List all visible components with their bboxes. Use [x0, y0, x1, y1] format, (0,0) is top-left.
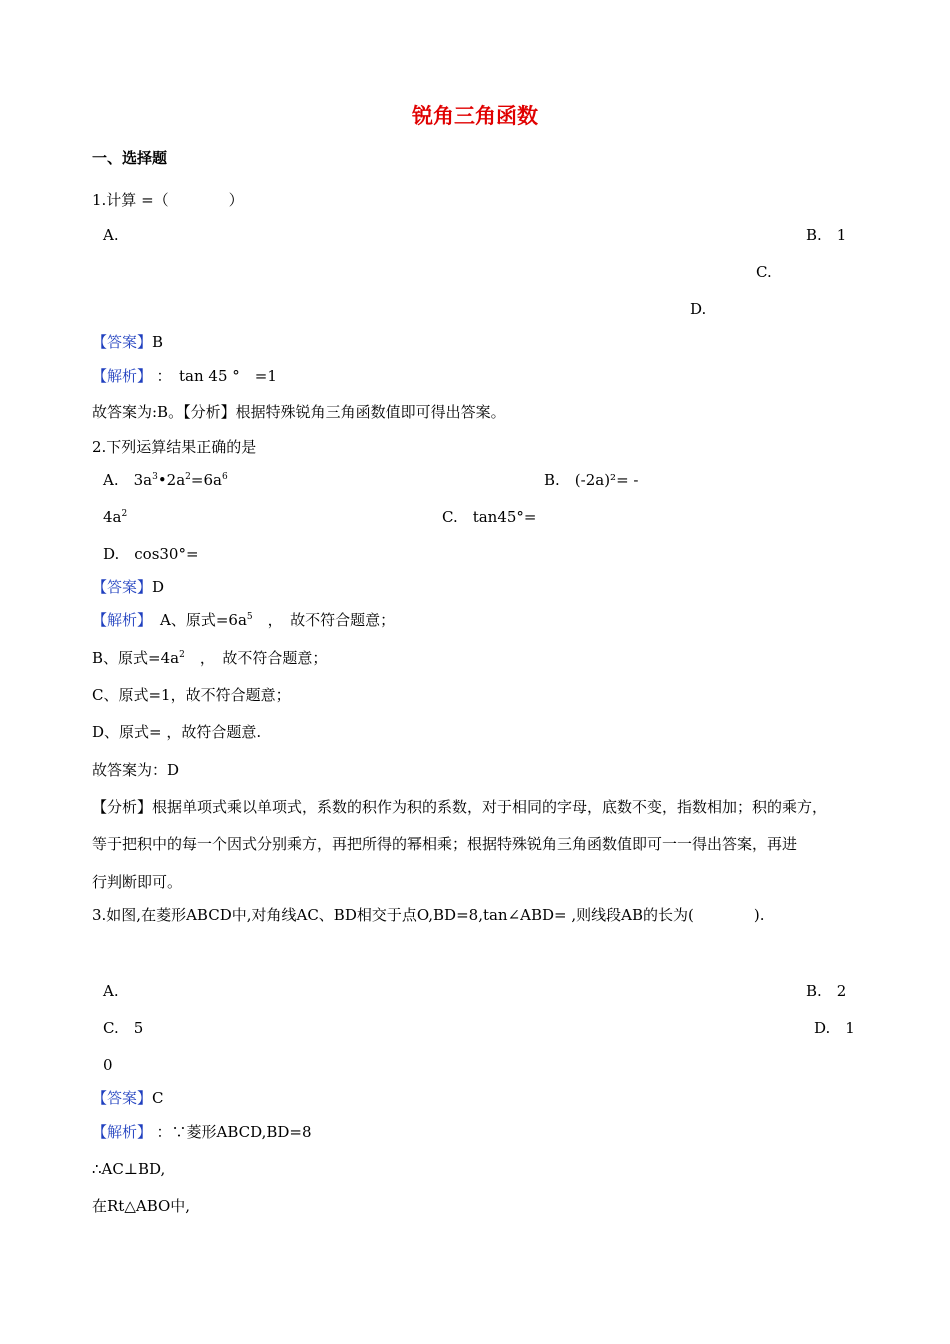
q2-option-b: B. (-2a)²= -: [544, 471, 639, 489]
analysis-text: B、原式=4a: [92, 649, 180, 667]
page-title: 锐角三角函数: [412, 104, 538, 128]
answer-tag: 【答案】: [92, 333, 153, 351]
q1-answer: [92, 332, 163, 352]
answer-value: B: [152, 333, 164, 351]
q2-analysis-c: C、原式=1，故不符合题意；: [92, 686, 291, 704]
q2-option-a-text: =6a: [190, 471, 222, 489]
analysis-text: ： tan 45 ° =1: [156, 367, 277, 385]
q3-option-b: B. 2: [806, 982, 847, 1000]
q3-option-c: C. 5: [103, 1019, 144, 1037]
q1-conclusion: 故答案为:B。【分析】根据特殊锐角三角函数值即可得出答案。: [92, 403, 506, 421]
q3-stem: 3.如图,在菱形ABCD中,对角线AC、BD相交于点O,BD=8,tan∠ABD= ,则线段AB的长为( ).: [92, 906, 765, 924]
q2-option-a-text: A. 3a: [103, 471, 153, 489]
q1-option-b: B. 1: [806, 226, 847, 244]
section-heading: 一、选择题: [92, 149, 168, 167]
q1-stem: 1.计算 =（ ）: [92, 191, 244, 209]
analysis-text: A、原式=6a: [160, 611, 247, 629]
q2-stem: 2.下列运算结果正确的是: [92, 438, 257, 456]
q2-option-c: C. tan45°=: [442, 508, 537, 526]
q2-option-b-cont: [103, 507, 127, 527]
q3-option-d: D. 1: [814, 1019, 855, 1037]
q2-option-a: [103, 470, 228, 490]
q3-option-d-cont: 0: [103, 1056, 113, 1074]
q2-summary-line-1: 【分析】根据单项式乘以单项式，系数的积作为积的系数，对于相同的字母，底数不变，指数相加；积的乘方，: [92, 798, 828, 816]
answer-value: C: [152, 1089, 164, 1107]
q1-option-c: C.: [756, 263, 772, 281]
q1-analysis: [92, 366, 277, 386]
q2-summary-line-3: 行判断即可。: [92, 873, 183, 891]
q3-analysis: [92, 1122, 312, 1142]
exponent: 2: [185, 472, 191, 482]
q2-summary-line-2: 等于把积中的每一个因式分别乘方，再把所得的幂相乘；根据特殊锐角三角函数值即可一一得出答案，再进: [92, 835, 798, 853]
analysis-tag: 【解析】: [92, 611, 153, 629]
q2-analysis-d: D、原式= ，故符合题意.: [92, 723, 262, 741]
q3-step-2: 在Rt△ABO中,: [92, 1197, 191, 1215]
q2-conclusion: 故答案为：D: [92, 761, 180, 779]
q2-option-a-text: •2a: [157, 471, 186, 489]
q2-option-b-text: 4a: [103, 508, 122, 526]
analysis-text: ， 故不符合题意；: [184, 649, 328, 667]
analysis-tag: 【解析】: [92, 367, 145, 385]
analysis-text: ， 故不符合题意；: [252, 611, 396, 629]
q3-answer: [92, 1088, 164, 1108]
q3-option-a: A.: [103, 982, 119, 1000]
q2-analysis-a: [92, 610, 395, 630]
q2-option-d: D. cos30°=: [103, 545, 199, 563]
answer-tag: 【答案】: [92, 578, 153, 596]
q1-option-d: D.: [690, 300, 707, 318]
answer-tag: 【答案】: [92, 1089, 153, 1107]
q1-option-a: A.: [103, 226, 119, 244]
exponent: 3: [152, 472, 158, 482]
exponent: 5: [246, 612, 253, 622]
exponent: 2: [179, 650, 185, 660]
q3-step-1: ∴AC⊥BD,: [92, 1160, 166, 1178]
exponent: 2: [121, 509, 128, 519]
analysis-text: ：∵菱形ABCD,BD=8: [156, 1123, 312, 1141]
answer-value: D: [152, 578, 165, 596]
exponent: 6: [221, 472, 228, 482]
q2-analysis-b: [92, 648, 327, 668]
analysis-tag: 【解析】: [92, 1123, 145, 1141]
q2-answer: [92, 577, 164, 597]
